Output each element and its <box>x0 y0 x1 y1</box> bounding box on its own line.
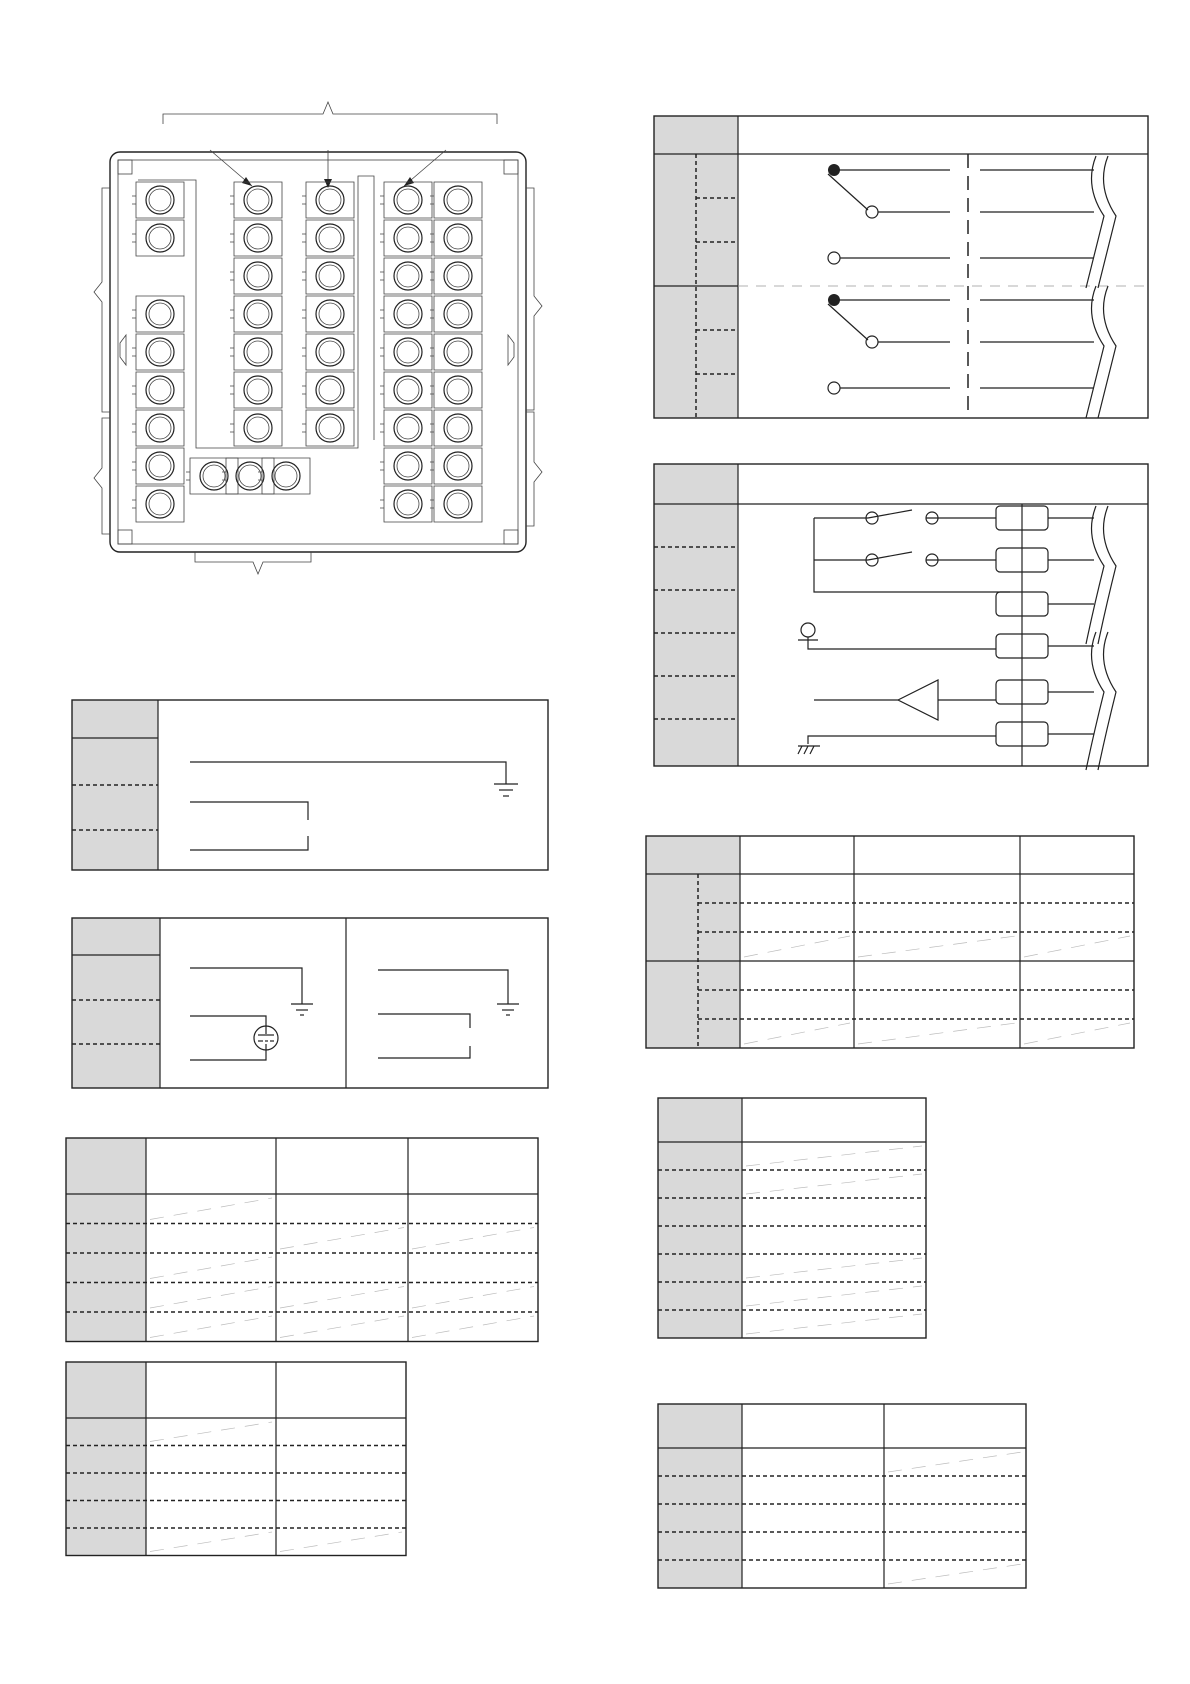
relay-output-panel <box>654 116 1148 418</box>
screw-terminal-icon <box>132 486 184 522</box>
power-wire-l <box>190 802 308 820</box>
screw-terminal-icon <box>132 334 184 370</box>
right-brace-lower <box>526 412 542 526</box>
ground-icon <box>494 784 518 796</box>
screw-terminal-icon <box>258 458 310 494</box>
screw-terminal-icon <box>132 182 184 218</box>
ground-icon <box>291 1004 313 1015</box>
sensor-probe-icon <box>798 623 996 649</box>
screw-terminal-icon <box>380 182 432 218</box>
screw-terminal-icon <box>230 258 282 294</box>
sensor-input-panel <box>72 918 548 1088</box>
screw-terminal-icon <box>132 220 184 256</box>
screw-terminal-icon <box>380 486 432 522</box>
screw-terminal-icon <box>230 334 282 370</box>
screw-terminal-icon <box>380 448 432 484</box>
left-brace-upper <box>94 188 110 412</box>
screw-terminal-icon <box>230 220 282 256</box>
screw-terminal-icon <box>222 458 274 494</box>
screw-terminal-icon <box>430 410 482 446</box>
screw-terminal-icon <box>230 372 282 408</box>
screw-terminal-icon <box>302 410 354 446</box>
screw-terminal-icon <box>430 182 482 218</box>
screw-terminal-icon <box>132 296 184 332</box>
screw-terminal-icon <box>132 372 184 408</box>
earth-wire <box>190 762 506 784</box>
screw-terminal-icon <box>430 448 482 484</box>
screw-terminal-icon <box>380 410 432 446</box>
terminal-housing <box>110 152 526 552</box>
screw-terminal-icon <box>302 334 354 370</box>
relay-contact-icon <box>828 156 1116 288</box>
terminal-block <box>94 102 542 574</box>
power-wire-n <box>190 836 308 850</box>
screw-terminal-icon <box>430 486 482 522</box>
screw-terminal-icon <box>430 372 482 408</box>
screw-terminal-icon <box>380 334 432 370</box>
digital-io-panel <box>654 464 1148 770</box>
relay-contact-icon <box>828 286 1116 418</box>
spec-table-a <box>66 1138 538 1342</box>
spec-table-d <box>658 1098 926 1338</box>
screw-terminal-icon <box>302 220 354 256</box>
right-brace-upper <box>526 188 542 410</box>
screw-terminal-icon <box>430 220 482 256</box>
screw-terminal-icon <box>230 296 282 332</box>
screw-terminal-icon <box>380 220 432 256</box>
ground-icon <box>497 1004 519 1015</box>
screw-terminal-icon <box>230 182 282 218</box>
screw-terminal-icon <box>302 258 354 294</box>
screw-terminal-icon <box>380 296 432 332</box>
screw-terminal-icon <box>132 410 184 446</box>
screw-terminal-icon <box>302 296 354 332</box>
screw-terminal-icon <box>380 258 432 294</box>
ground-icon <box>798 746 820 754</box>
left-brace-lower <box>94 418 110 534</box>
screw-terminal-icon <box>430 334 482 370</box>
screw-terminal-icon <box>186 458 238 494</box>
screw-terminal-icon <box>302 372 354 408</box>
spec-table-c <box>646 836 1134 1048</box>
amplifier-icon <box>814 680 996 720</box>
spec-table-b <box>66 1362 406 1556</box>
spec-table-e <box>658 1404 1026 1588</box>
top-brace <box>163 102 497 124</box>
screw-terminal-icon <box>430 296 482 332</box>
screw-terminal-icon <box>430 258 482 294</box>
screw-terminal-icon <box>380 372 432 408</box>
power-wiring-panel <box>72 700 548 870</box>
screw-terminal-icon <box>230 410 282 446</box>
bottom-brace <box>195 552 311 574</box>
screw-terminal-icon <box>132 448 184 484</box>
